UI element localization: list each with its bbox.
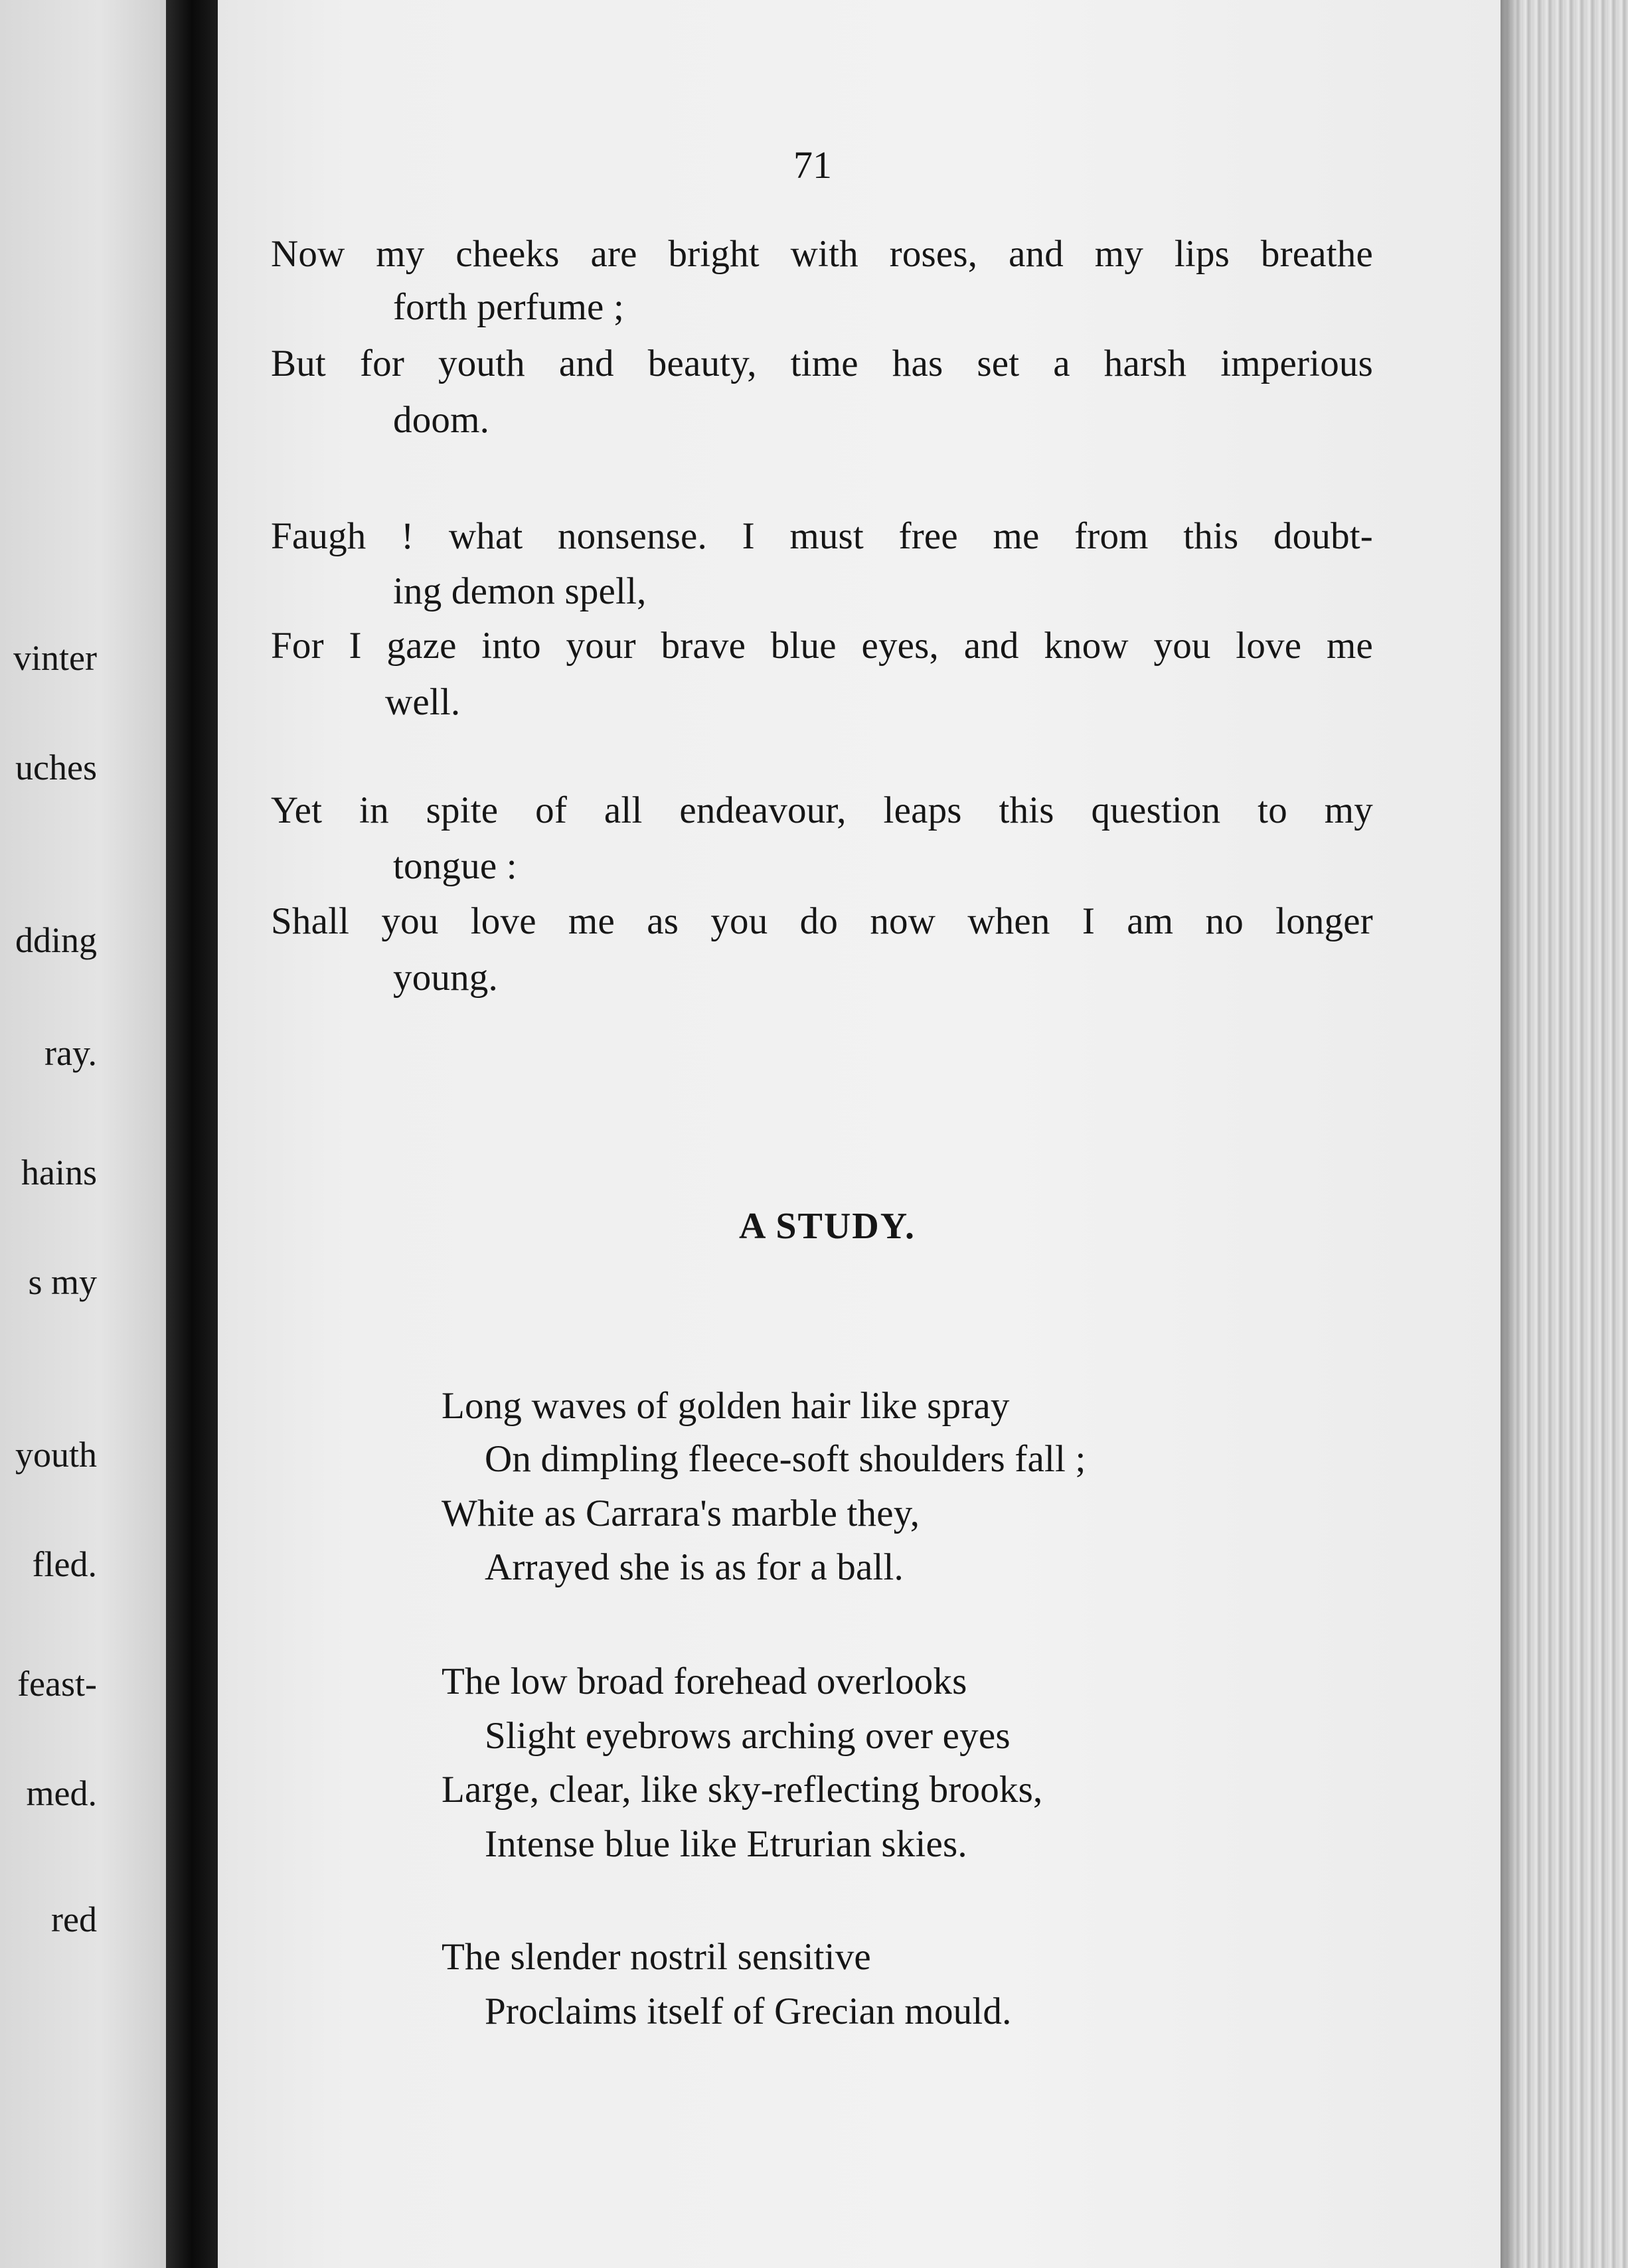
- stanza-line-indented: Intense blue like Etrurian skies.: [485, 1823, 967, 1865]
- left-page-fragment: med.: [26, 1773, 97, 1813]
- left-page-fragment: fled.: [32, 1544, 97, 1584]
- left-page-fragment: uches: [15, 748, 97, 787]
- page-edge-shadow: [1501, 0, 1520, 2268]
- verse-line: Faugh ! what nonsense. I must free me from this doubt-: [271, 515, 1373, 557]
- verse-line-turnover: ing demon spell,: [393, 570, 647, 612]
- book-page: [218, 0, 1501, 2268]
- verse-line-turnover: tongue :: [393, 845, 517, 887]
- stanza-line: White as Carrara's marble they,: [442, 1493, 920, 1534]
- verse-line: But for youth and beauty, time has set a harsh imperious: [271, 343, 1373, 384]
- left-page-fragment: youth: [15, 1435, 97, 1475]
- stanza-line-indented: Arrayed she is as for a ball.: [485, 1546, 904, 1588]
- stanza-line: The slender nostril sensitive: [442, 1936, 871, 1978]
- left-page-fragment: feast-: [17, 1664, 97, 1704]
- poem-title: A STUDY.: [738, 1206, 916, 1247]
- left-page-fragment: red: [51, 1900, 97, 1939]
- verse-line: For I gaze into your brave blue eyes, and know you love me: [271, 625, 1373, 667]
- left-page-fragment: s my: [28, 1262, 97, 1302]
- stanza-line-indented: Proclaims itself of Grecian mould.: [485, 1990, 1012, 2032]
- left-page-fragment: hains: [21, 1153, 97, 1192]
- left-page-fragment: dding: [15, 920, 97, 960]
- stanza-line-indented: On dimpling fleece-soft shoulders fall ;: [485, 1438, 1086, 1480]
- verse-line-turnover: young.: [393, 957, 498, 999]
- stanza-line: The low broad forehead overlooks: [442, 1660, 967, 1702]
- verse-line-turnover: well.: [385, 681, 461, 723]
- verse-line: Shall you love me as you do now when I am no longer: [271, 900, 1373, 942]
- stanza-line-indented: Slight eyebrows arching over eyes: [485, 1715, 1011, 1757]
- facing-page-left: [0, 0, 166, 2268]
- left-page-fragment: vinter: [13, 638, 97, 678]
- verse-line-turnover: doom.: [393, 399, 490, 441]
- verse-line: Yet in spite of all endeavour, leaps this question to my: [271, 789, 1373, 831]
- verse-line-turnover: forth perfume ;: [393, 286, 625, 328]
- verse-line: Now my cheeks are bright with roses, and my lips breathe: [271, 233, 1373, 275]
- left-page-fragment: ray.: [44, 1033, 97, 1073]
- stanza-line: Large, clear, like sky-reflecting brooks,: [442, 1769, 1043, 1811]
- stanza-line: Long waves of golden hair like spray: [442, 1385, 1010, 1427]
- page-number: 71: [793, 143, 832, 187]
- book-gutter: [166, 0, 218, 2268]
